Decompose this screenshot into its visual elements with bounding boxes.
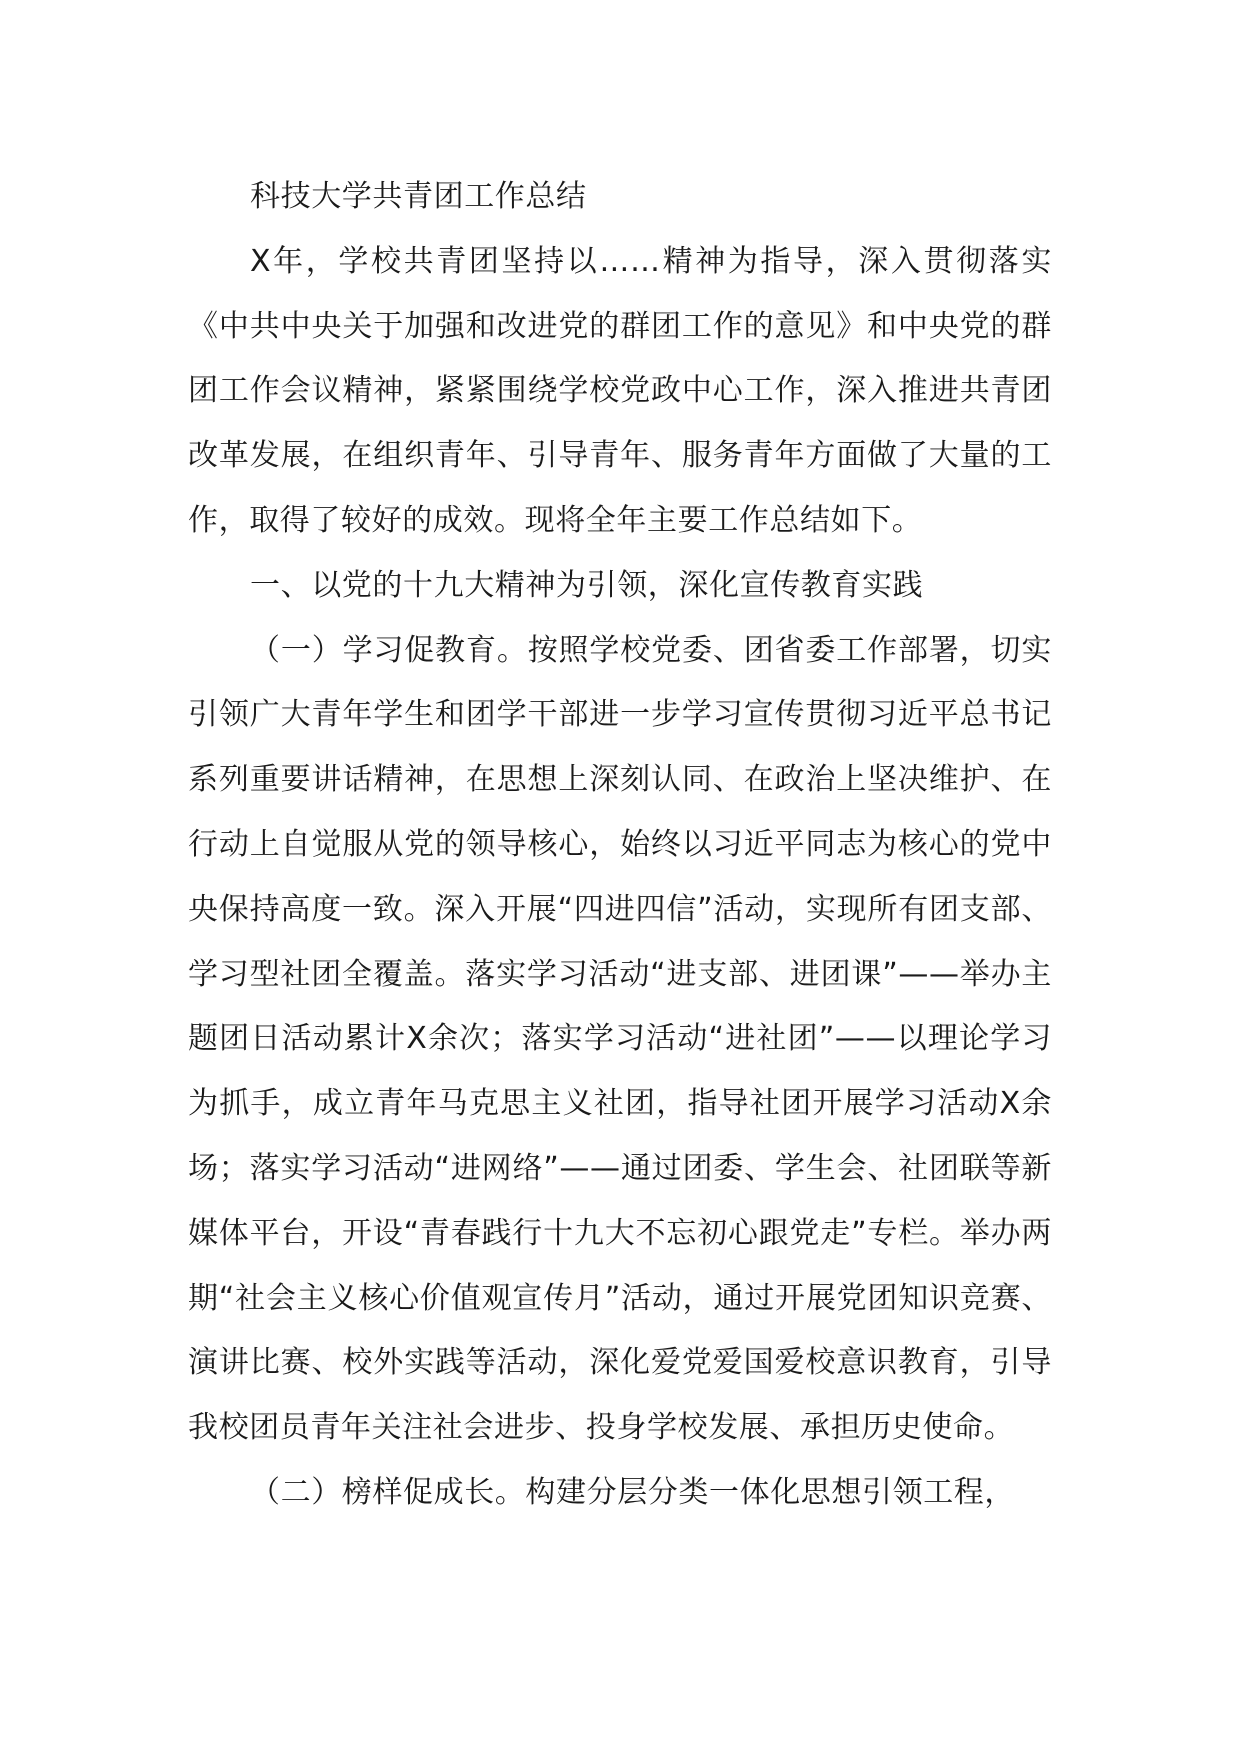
section-heading-1: 一、以党的十九大精神为引领，深化宣传教育实践 — [250, 567, 924, 603]
paragraph-study-education: （一）学习促教育。按照学校党委、团省委工作部署，切实引领广大青年学生和团学干部进一步学习宣传贯彻习近平总书记系列重要讲话精神，在思想上深刻认同、在政治上坚决维护、在行动上自觉服从党的领导核心，始终以习近平同志为核心的党中央保持高度一致。深入开展“四进四信”活动，实现所有团支部、学习型社团全覆盖。落实学习活动“进支部、进团课”——举办主题团日活动累计X余次；落实学习活动“进社团”——以理论学习为抓手，成立青年马克思主义社团，指导社团开展学习活动X余场；落实学习活动“进网络”——通过团委、学生会、社团联等新媒体平台，开设“青春践行十九大不忘初心跟党走”专栏。举办两期“社会主义核心价值观宣传月”活动，通过开展党团知识竞赛、演讲比赛、校外实践等活动，深化爱党爱国爱校意识教育，引导我校团员青年关注社会进步、投身学校发展、承担历史使命。 — [188, 632, 1052, 1446]
document-title: 科技大学共青团工作总结 — [250, 179, 587, 214]
document-body — [188, 165, 1052, 1526]
paragraph-intro: X年，学校共青团坚持以……精神为指导，深入贯彻落实《中共中央关于加强和改进党的群团工作的意见》和中央党的群团工作会议精神，紧紧围绕学校党政中心工作，深入推进共青团改革发展，在组织青年、引导青年、服务青年方面做了大量的工作，取得了较好的成效。现将全年主要工作总结如下。 — [188, 243, 1052, 538]
paragraph-role-models: （二）榜样促成长。构建分层分类一体化思想引领工程， — [250, 1474, 1015, 1510]
